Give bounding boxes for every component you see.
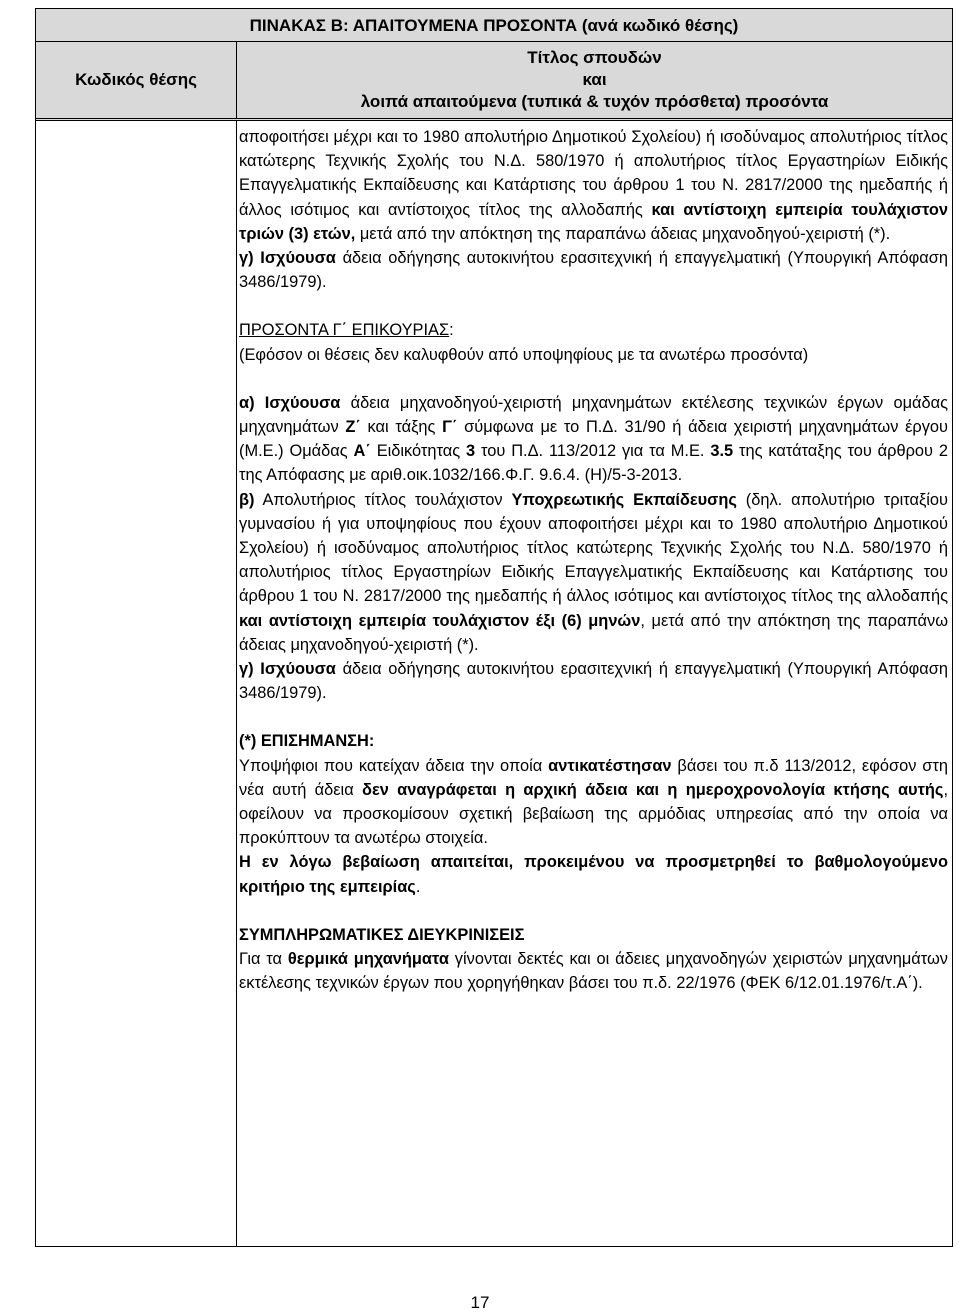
table-body-row xyxy=(36,121,952,1246)
supplementary-heading: ΣΥΜΠΛΗΡΩΜΑΤΙΚΕΣ ΔΙΕΥΚΡΙΝΙΣΕΙΣ xyxy=(239,925,525,944)
note-emphasis: Η εν λόγω βεβαίωση απαιτείται, προκειμένου να προσμετρηθεί το βαθμολογούμενο κριτήριο της εμπειρίας. xyxy=(239,853,948,896)
supplementary-body: Για τα θερμικά μηχανήματα γίνονται δεκτές και οι άδειες μηχανοδηγών χειριστών μηχανημάτων εκτέλεσης τεχνικών έργων που χορηγήθηκαν βάσει του π.δ. 22/1976 (ΦΕΚ 6/12.01.1976/τ.Α΄). xyxy=(239,950,948,993)
section-note-g: (Εφόσον οι θέσεις δεν καλυφθούν από υποψηφίους με τα ανωτέρω προσόντα) xyxy=(239,345,809,364)
paragraph-c-driving-license: γ) Ισχύουσα άδεια οδήγησης αυτοκινήτου ερασιτεχνική ή επαγγελματική (Υπουργική Απόφαση 3486/1979). xyxy=(239,660,949,703)
paragraph-b-continued: αποφοιτήσει μέχρι και το 1980 απολυτήριο Δημοτικού Σχολείου) ή ισοδύναμος απολυτήριος τίτλος κατώτερης Τεχνικής Σχολής του Ν.Δ. 580/1970 ή απολυτήριος τίτλος Εργαστηρίων Ειδικής Επαγγελματικής Εκπαίδευσης και Κατάρτισης του άρθρου 1 του Ν. 2817/2000 της ημεδαπής ή άλλος ισότιμος και αντίστοιχος τίτλος της αλλοδαπής και αντίστοιχη εμπειρία τουλάχιστον τριών (3) ετών, μετά από την απόκτηση της παραπάνω άδειας μηχανοδηγού-χειριστή (*). xyxy=(239,128,948,243)
column-header-line-1: Τίτλος σπουδών xyxy=(527,48,662,67)
position-code-cell xyxy=(36,121,237,1246)
qualifications-cell xyxy=(237,121,952,1246)
table-header-row xyxy=(36,42,952,121)
note-body: Υποψήφιοι που κατείχαν άδεια την οποία αντικατέστησαν βάσει του π.δ 113/2012, εφόσον στη νέα αυτή άδεια δεν αναγράφεται η αρχική άδεια και η ημερoχρονολογία κτήσης αυτής, οφείλουν να προσκομίσουν σχετική βεβαίωση της αρμόδιας υπηρεσίας από την οποία να προκύπτουν τα ανωτέρω στοιχεία. xyxy=(239,756,948,848)
section-heading-g: ΠΡΟΣΟΝΤΑ Γ΄ ΕΠΙΚΟΥΡΙΑΣ: xyxy=(239,321,454,340)
paragraph-b-education: β) Απολυτήριος τίτλος τουλάχιστον Υποχρεωτικής Εκπαίδευσης (δηλ. απολυτήριο τριταξίου γυμνασίου ή για υποψηφίους που έχουν αποφοιτήσει μέχρι και το 1980 απολυτήριο Δημοτικού Σχολείου) ή ισοδύναμος απολυτήριος τίτλος κατώτερης Τεχνικής Σχολής του Ν.Δ. 580/1970 ή απολυτήριος τίτλος Εργαστηρίων Ειδικής Επαγγελματικής Εκπαίδευσης και Κατάρτισης του άρθρου 1 του Ν. 2817/2000 της ημεδαπής ή άλλος ισότιμος και αντίστοιχος τίτλος της αλλοδαπής και αντίστοιχη εμπειρία τουλάχιστον έξι (6) μηνών, μετά από την απόκτηση της παραπάνω άδειας μηχανοδηγού-χειριστή (*). xyxy=(239,490,949,654)
paragraph-a-license: α) Ισχύουσα άδεια μηχανοδηγού-χειριστή μηχανημάτων εκτέλεσης τεχνικών έργων ομάδας μηχανημάτων Ζ΄ και τάξης Γ΄ σύμφωνα με το Π.Δ. 31/90 ή άδεια χειριστή μηχανημάτων έργου (Μ.Ε.) Ομάδας Α΄ Ειδικότητας 3 του Π.Δ. 113/2012 για τα Μ.Ε. 3.5 της κατάταξης του άρθρου 2 της Απόφασης με αριθ.οικ.1032/166.Φ.Γ. 9.6.4. (Η)/5-3-2013. xyxy=(239,393,949,485)
column-header-qualifications xyxy=(237,42,952,118)
table-title: ΠΙΝΑΚΑΣ Β: ΑΠΑΙΤΟΥΜΕΝΑ ΠΡΟΣΟΝΤΑ (ανά κωδικό θέσης) xyxy=(36,9,952,42)
column-header-line-3: λοιπά απαιτούμενα (τυπικά & τυχόν πρόσθετα) προσόντα xyxy=(360,92,829,111)
note-heading: (*) ΕΠΙΣΗΜΑΝΣΗ: xyxy=(239,732,375,751)
column-header-line-2: και xyxy=(582,70,607,89)
page-number: 17 xyxy=(470,1293,490,1312)
requirements-table xyxy=(35,8,953,1247)
paragraph-c-license: γ) Ισχύουσα άδεια οδήγησης αυτοκινήτου ερασιτεχνική ή επαγγελματική (Υπουργική Απόφαση 3486/1979). xyxy=(239,249,949,292)
column-header-position-code: Κωδικός θέσης xyxy=(36,42,237,118)
